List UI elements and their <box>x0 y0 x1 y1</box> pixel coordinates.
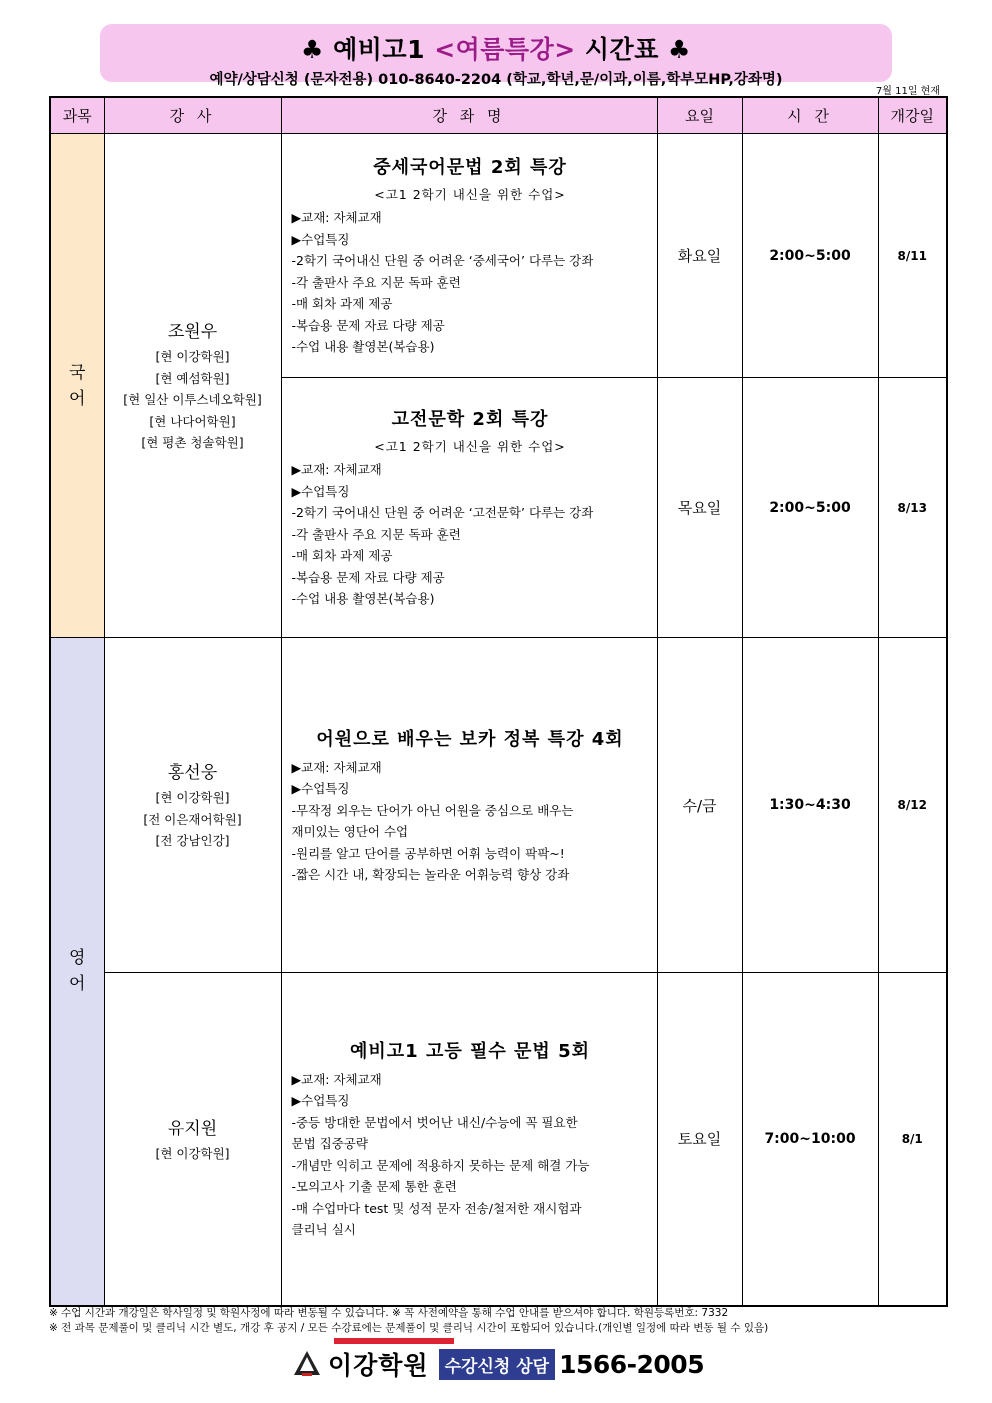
course-line: -매 회차 과제 제공 <box>291 296 393 312</box>
course-line: -모의고사 기출 문제 통한 훈련 <box>291 1179 457 1195</box>
course-line: -수업 내용 촬영본(복습용) <box>291 591 435 607</box>
course-cell <box>281 973 657 1306</box>
subject-char: 영 <box>69 948 86 969</box>
course-line: -무작정 외우는 단어가 아닌 어원을 중심으로 배우는 <box>291 802 574 818</box>
header-teacher: 강 사 <box>104 97 281 134</box>
course-line: -복습용 문제 자료 다량 제공 <box>291 569 445 585</box>
academy-name-text: 이강학원 <box>328 1351 429 1380</box>
header-subject: 과목 <box>50 97 104 134</box>
course-line: -각 출판사 주요 지문 독파 훈련 <box>291 274 461 290</box>
course-subtitle: <고1 2학기 내신을 위한 수업> <box>374 187 566 203</box>
footnote: ※ 수업 시간과 개강일은 학사일정 및 학원사정에 따라 변동될 수 있습니다. ※ 꼭 사전예약을 통해 수업 안내를 받으셔야 합니다. 학원등록번호: 7332 <box>49 1307 729 1319</box>
course-time: 7:00~10:00 <box>742 973 878 1306</box>
affiliation: [현 이강학원] <box>155 349 230 365</box>
course-line: -중등 방대한 문법에서 벗어난 내신/수능에 꼭 필요한 <box>291 1114 578 1130</box>
course-cell <box>281 638 657 973</box>
teacher-name: 홍선웅 <box>167 763 218 784</box>
table-row <box>50 134 947 378</box>
footnote: ※ 전 과목 문제풀이 및 클리닉 시간 별도, 개강 후 공지 / 모든 수강료에는 문제풀이 및 클리닉 시간이 포함되어 있습니다.(개인별 일정에 따라 변동 될 수 있음) <box>49 1322 769 1334</box>
affiliation: [현 예섬학원] <box>155 370 230 386</box>
logo-red-bar <box>334 1338 454 1344</box>
subject-char: 어 <box>69 974 86 995</box>
footnotes <box>49 1306 768 1336</box>
subject-char: 어 <box>69 388 86 409</box>
teacher-name: 조원우 <box>167 322 218 343</box>
course-line: -2학기 국어내신 단원 중 어려운 ‘고전문학’ 다루는 강좌 <box>291 505 594 521</box>
header-day: 요일 <box>657 97 742 134</box>
title-suffix: 시간표 ♣ <box>575 35 691 64</box>
phone-number: 1566-2005 <box>559 1349 705 1379</box>
course-cell <box>281 378 657 638</box>
course-title: 고전문학 2회 특강 <box>391 409 549 431</box>
course-line: -개념만 익히고 문제에 적용하지 못하는 문제 해결 가능 <box>291 1157 590 1173</box>
page-title <box>100 30 892 66</box>
course-time: 2:00~5:00 <box>742 378 878 638</box>
course-title: 어원으로 배우는 보카 정복 특강 4회 <box>316 728 624 750</box>
title-prefix: ♣ 예비고1 <box>301 35 435 64</box>
course-day: 목요일 <box>657 378 742 638</box>
subject-korean <box>50 134 104 638</box>
teacher-name: 유지원 <box>167 1118 218 1139</box>
enroll-consult-label: 수강신청 상담 <box>439 1349 555 1380</box>
course-line: -복습용 문제 자료 다량 제공 <box>291 317 445 333</box>
course-start-date: 8/11 <box>878 134 947 378</box>
course-line: ▶교재: 자체교재 <box>291 462 382 478</box>
course-cell <box>281 134 657 378</box>
course-start-date: 8/12 <box>878 638 947 973</box>
teacher-affiliations <box>106 346 280 454</box>
affiliation: [현 이강학원] <box>155 1145 230 1161</box>
teacher-affiliations <box>106 1143 280 1165</box>
course-line: ▶수업특징 <box>291 483 350 499</box>
course-line: 문법 집중공략 <box>291 1136 368 1152</box>
course-line: -수업 내용 촬영본(복습용) <box>291 339 435 355</box>
course-title: 예비고1 고등 필수 문법 5회 <box>350 1040 590 1062</box>
teacher-cell <box>104 134 281 638</box>
footer-contact <box>290 1347 704 1381</box>
course-start-date: 8/1 <box>878 973 947 1306</box>
table-row <box>50 973 947 1306</box>
course-line: ▶수업특징 <box>291 781 350 796</box>
course-line: -원리를 알고 단어를 공부하면 어휘 능력이 팍팍~! <box>291 845 565 861</box>
affiliation: [현 평촌 청솔학원] <box>141 435 244 451</box>
teacher-affiliations <box>106 787 280 852</box>
affiliation: [현 이강학원] <box>155 790 230 806</box>
academy-name <box>328 1346 429 1382</box>
course-line: ▶수업특징 <box>291 1093 350 1109</box>
course-line: 재미있는 영단어 수업 <box>291 824 409 839</box>
course-day: 화요일 <box>657 134 742 378</box>
table-row <box>50 638 947 973</box>
course-line: -짧은 시간 내, 확장되는 놀라운 어휘능력 향상 강좌 <box>291 867 570 882</box>
course-line: ▶수업특징 <box>291 231 350 247</box>
course-line: ▶교재: 자체교재 <box>291 210 382 226</box>
header-course: 강 좌 명 <box>281 97 657 134</box>
subject-english <box>50 638 104 1306</box>
header-start-date: 개강일 <box>878 97 947 134</box>
course-subtitle: <고1 2학기 내신을 위한 수업> <box>374 439 566 455</box>
teacher-cell <box>104 638 281 973</box>
course-day: 수/금 <box>657 638 742 973</box>
timetable <box>49 96 948 1307</box>
course-day: 토요일 <box>657 973 742 1306</box>
teacher-cell <box>104 973 281 1306</box>
course-line: ▶교재: 자체교재 <box>291 1071 382 1087</box>
affiliation: [전 이은재어학원] <box>143 811 242 827</box>
affiliation: [전 강남인강] <box>155 833 230 849</box>
course-line: 클리닉 실시 <box>291 1222 356 1238</box>
academy-logo-icon <box>290 1347 324 1381</box>
course-line: -매 수업마다 test 및 성적 문자 전송/철저한 재시험과 <box>291 1200 582 1216</box>
course-start-date: 8/13 <box>878 378 947 638</box>
header-time: 시 간 <box>742 97 878 134</box>
contact-subtitle: 예약/상담신청 (문자전용) 010-8640-2204 (학교,학년,문/이과,이름,학부모HP,강좌명) <box>209 72 783 88</box>
affiliation: [현 나다어학원] <box>149 413 236 429</box>
course-line: ▶교재: 자체교재 <box>291 759 382 775</box>
course-line: -매 회차 과제 제공 <box>291 548 393 564</box>
as-of-date: 7월 11일 현재 <box>875 86 940 97</box>
table-header-row <box>50 97 947 134</box>
course-line: -2학기 국어내신 단원 중 어려운 ‘중세국어’ 다루는 강좌 <box>291 253 594 269</box>
subject-char: 국 <box>69 362 86 383</box>
affiliation: [현 일산 이투스네오학원] <box>123 392 262 408</box>
course-time: 1:30~4:30 <box>742 638 878 973</box>
title-accent: <여름특강> <box>434 35 576 64</box>
header-banner <box>100 24 892 88</box>
course-line: -각 출판사 주요 지문 독파 훈련 <box>291 526 461 542</box>
course-title: 중세국어문법 2회 특강 <box>373 157 567 179</box>
course-time: 2:00~5:00 <box>742 134 878 378</box>
